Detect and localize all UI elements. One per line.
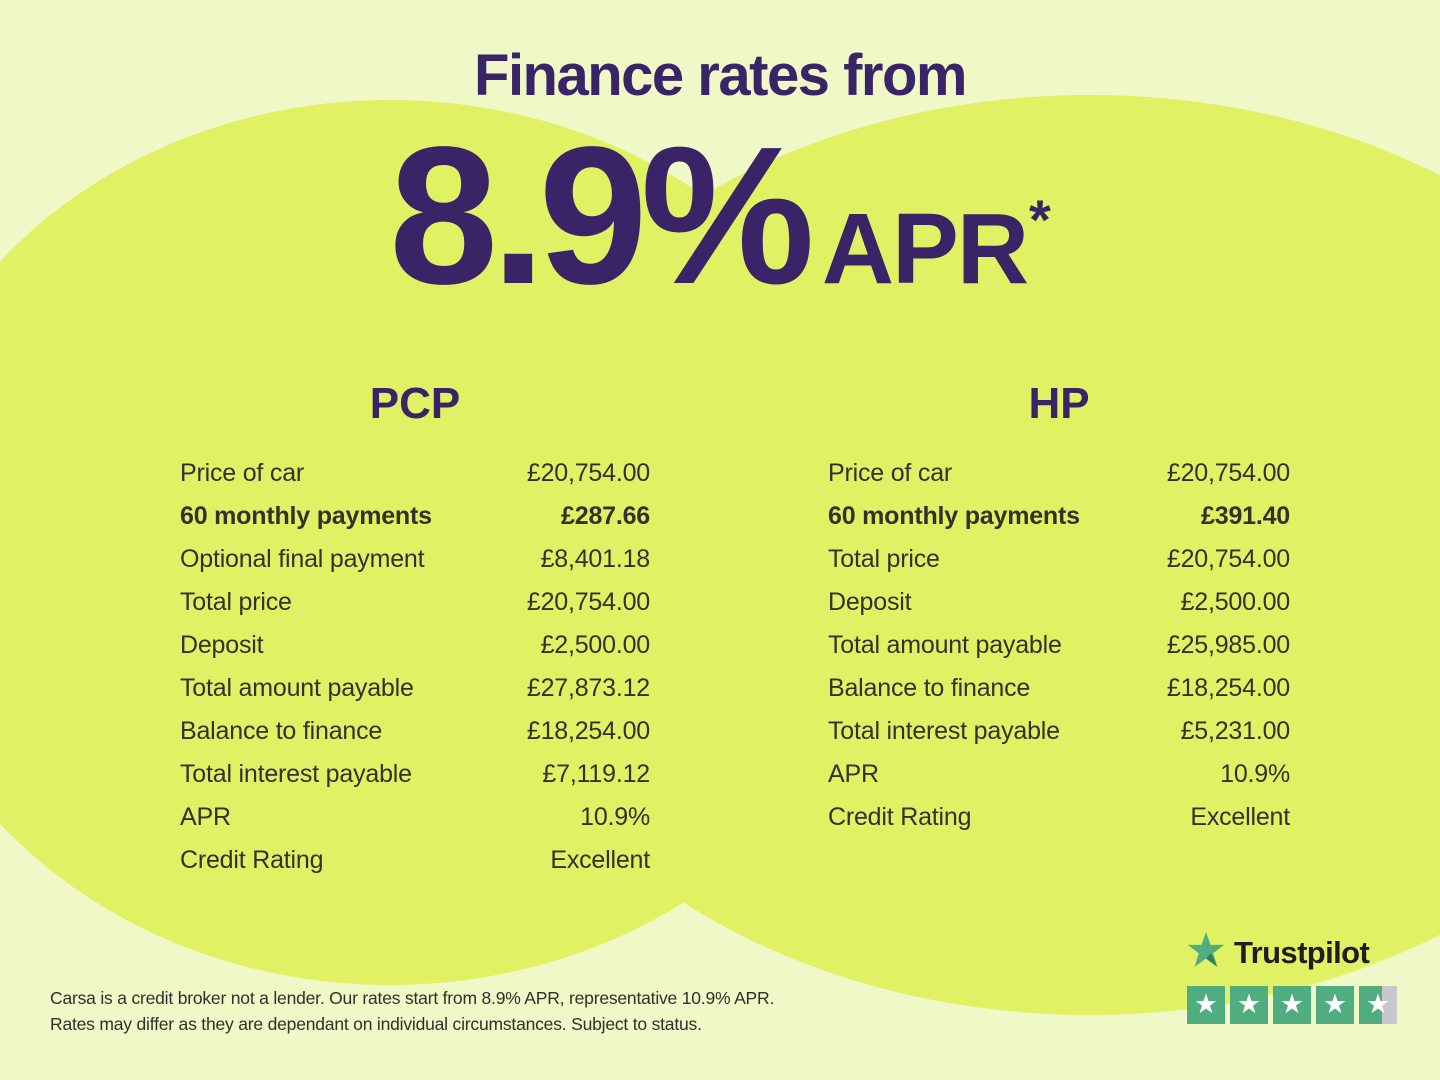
row-value: Excellent bbox=[550, 845, 650, 874]
row-label: Deposit bbox=[180, 630, 264, 659]
rate-asterisk: * bbox=[1029, 188, 1051, 251]
table-row bbox=[828, 667, 1290, 710]
rate-suffix: APR bbox=[821, 193, 1028, 305]
row-label: Total amount payable bbox=[180, 673, 414, 702]
row-value: £8,401.18 bbox=[540, 544, 650, 573]
row-value: 10.9% bbox=[1220, 759, 1290, 788]
legal-disclaimer bbox=[50, 985, 774, 1038]
row-value: £27,873.12 bbox=[526, 673, 650, 702]
row-value: £391.40 bbox=[1201, 501, 1290, 530]
row-label: 60 monthly payments bbox=[828, 501, 1080, 530]
row-label: Total amount payable bbox=[828, 630, 1062, 659]
row-label: Balance to finance bbox=[828, 673, 1031, 702]
row-value: £5,231.00 bbox=[1180, 716, 1290, 745]
disclaimer-line-2: Rates may differ as they are dependant on individual circumstances. Subject to status. bbox=[50, 1014, 702, 1035]
table-row bbox=[828, 796, 1290, 839]
row-label: Total interest payable bbox=[828, 716, 1060, 745]
star-box-partial bbox=[1359, 986, 1397, 1024]
table-row bbox=[180, 624, 650, 667]
row-value: £18,254.00 bbox=[1166, 673, 1290, 702]
row-value: 10.9% bbox=[580, 802, 650, 831]
table-row bbox=[180, 581, 650, 624]
row-label: Total price bbox=[180, 587, 292, 616]
row-label: Deposit bbox=[828, 587, 912, 616]
page-title: Finance rates from bbox=[474, 43, 966, 108]
star-box-filled bbox=[1316, 986, 1354, 1024]
table-row bbox=[828, 452, 1290, 495]
row-value: £20,754.00 bbox=[526, 587, 650, 616]
row-value: Excellent bbox=[1190, 802, 1290, 831]
row-value: £2,500.00 bbox=[1180, 587, 1290, 616]
row-value: £20,754.00 bbox=[526, 458, 650, 487]
table-row bbox=[828, 538, 1290, 581]
table-row bbox=[180, 839, 650, 882]
star-icon: ★ bbox=[1193, 988, 1219, 1019]
row-label: Credit Rating bbox=[180, 845, 324, 874]
pcp-rows bbox=[180, 452, 650, 882]
table-row bbox=[180, 452, 650, 495]
row-label: Price of car bbox=[180, 458, 305, 487]
rate-value: 8.9% bbox=[389, 106, 808, 325]
hp-heading: HP bbox=[1028, 379, 1090, 428]
table-row bbox=[828, 581, 1290, 624]
row-value: £20,754.00 bbox=[1166, 458, 1290, 487]
table-row bbox=[180, 753, 650, 796]
row-label: 60 monthly payments bbox=[180, 501, 432, 530]
star-box-filled bbox=[1187, 986, 1225, 1024]
row-value: £18,254.00 bbox=[526, 716, 650, 745]
star-icon: ★ bbox=[1365, 988, 1391, 1019]
table-row bbox=[180, 538, 650, 581]
row-label: APR bbox=[180, 802, 231, 831]
trustpilot-star-icon bbox=[1187, 932, 1225, 973]
hp-rows bbox=[828, 452, 1290, 839]
row-value: £2,500.00 bbox=[540, 630, 650, 659]
row-label: Price of car bbox=[828, 458, 953, 487]
star-box-filled bbox=[1230, 986, 1268, 1024]
row-label: Total interest payable bbox=[180, 759, 412, 788]
star-icon: ★ bbox=[1279, 988, 1305, 1019]
pcp-heading: PCP bbox=[369, 379, 461, 428]
table-row bbox=[180, 667, 650, 710]
row-value: £20,754.00 bbox=[1166, 544, 1290, 573]
row-label: Optional final payment bbox=[180, 544, 425, 573]
table-row bbox=[180, 710, 650, 753]
row-value: £25,985.00 bbox=[1166, 630, 1290, 659]
headline-rate bbox=[0, 106, 1440, 325]
table-row bbox=[828, 495, 1290, 538]
row-label: Total price bbox=[828, 544, 940, 573]
table-row bbox=[828, 710, 1290, 753]
trustpilot-rating-stars bbox=[1187, 986, 1397, 1024]
disclaimer-line-1: Carsa is a credit broker not a lender. Our rates start from 8.9% APR, representative 10.9% APR. bbox=[50, 988, 775, 1008]
trustpilot-logo bbox=[1187, 932, 1397, 973]
table-row bbox=[828, 753, 1290, 796]
row-label: Credit Rating bbox=[828, 802, 972, 831]
table-row bbox=[180, 796, 650, 839]
star-icon: ★ bbox=[1236, 988, 1262, 1019]
row-label: APR bbox=[828, 759, 879, 788]
row-label: Balance to finance bbox=[180, 716, 383, 745]
star-icon: ★ bbox=[1322, 988, 1348, 1019]
table-row bbox=[828, 624, 1290, 667]
trustpilot-wordmark: Trustpilot bbox=[1234, 934, 1370, 970]
row-value: £287.66 bbox=[561, 501, 650, 530]
table-row bbox=[180, 495, 650, 538]
row-value: £7,119.12 bbox=[542, 759, 650, 788]
star-box-filled bbox=[1273, 986, 1311, 1024]
trustpilot-block bbox=[1187, 932, 1397, 1024]
hp-finance-table bbox=[828, 378, 1290, 839]
pcp-finance-table bbox=[180, 378, 650, 882]
